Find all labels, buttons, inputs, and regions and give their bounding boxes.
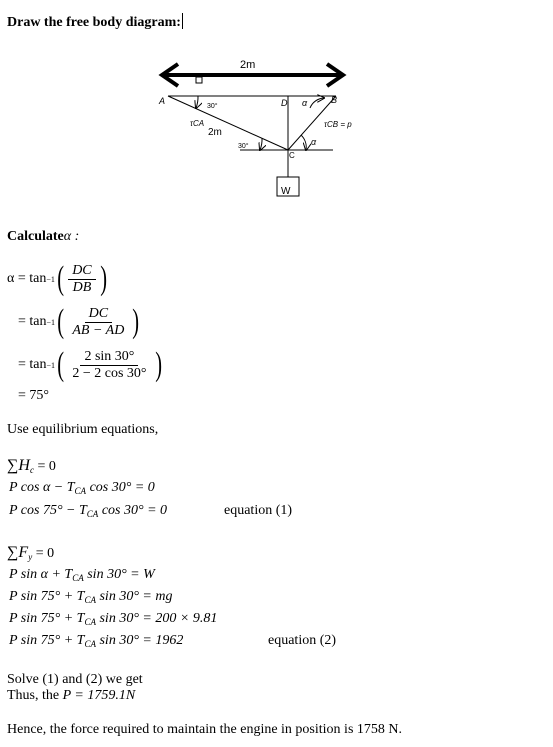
v-eq-2: P $\sin 75^\circ + T_{CA}$ sin 30° = mg <box>9 589 173 605</box>
angle-C-label: 30° <box>238 143 249 150</box>
alpha-eq-2: = tan −1 ( $\frac{DC}{AB - AD}$ ) <box>18 303 140 340</box>
sum-f-eq: $\sum F_y = 0$ <box>7 544 55 562</box>
use-equilibrium: Use equilibrium equations, <box>7 422 159 437</box>
alpha-eq-1: α = tan −1 ( $\frac{DC}{DB}$ ) <box>7 260 107 297</box>
point-B: B <box>331 95 338 105</box>
tension-CB-label: τCB = p <box>324 120 352 129</box>
equation-1-label: equation (1) <box>224 503 293 518</box>
angle-A-label: 30° <box>207 103 218 110</box>
alpha-top-label: α <box>302 98 308 108</box>
v-eq-1: P $\sin \alpha + T_{CA}$ sin 30° = W <box>9 567 155 583</box>
h-eq-1: P $\cos \alpha - T_{CA}$ cos 30° = 0 <box>9 480 155 496</box>
point-C: C <box>289 151 295 160</box>
solve-text: Solve (1) and (2) we get <box>7 672 143 687</box>
tension-CA-label: τCA <box>190 119 205 128</box>
sum-h-eq: $\sum H_c = 0$ <box>7 457 56 475</box>
free-body-diagram <box>150 55 370 200</box>
alpha-eq-3: = tan −1 ( $\frac{2 \sin 30^\circ}{2 - 2 \cos 30^\circ}$ ) <box>18 346 162 383</box>
equation-2-label: equation (2) <box>268 633 337 648</box>
weight-label: W <box>281 186 291 197</box>
thus-text: Thus, the P = 1759.1N <box>7 688 136 703</box>
point-D: D <box>281 98 288 108</box>
calc-heading: Calculateα : <box>7 229 80 244</box>
strut-length-label: 2m <box>208 127 222 138</box>
v-eq-3: P $\sin 75^\circ + T_{CA}$ sin 30° = 200 × 9.81 <box>9 611 218 627</box>
text-cursor <box>182 13 184 29</box>
point-A: A <box>159 96 166 106</box>
alpha-result: = 75° <box>18 388 49 403</box>
alpha-right-label: α <box>311 137 317 147</box>
conclusion-text: Hence, the force required to maintain the engine in position is 1758 N. <box>7 722 403 737</box>
v-eq-4: P $\sin 75^\circ + T_{CA}$ sin 30° = 1962 <box>9 633 184 649</box>
h-eq-2: P $\cos 75^\circ - T_{CA}$ cos 30° = 0 <box>9 503 168 519</box>
top-length-label: 2m <box>240 59 256 71</box>
heading: Draw the free body diagram: <box>7 13 183 31</box>
small-square <box>196 77 202 83</box>
